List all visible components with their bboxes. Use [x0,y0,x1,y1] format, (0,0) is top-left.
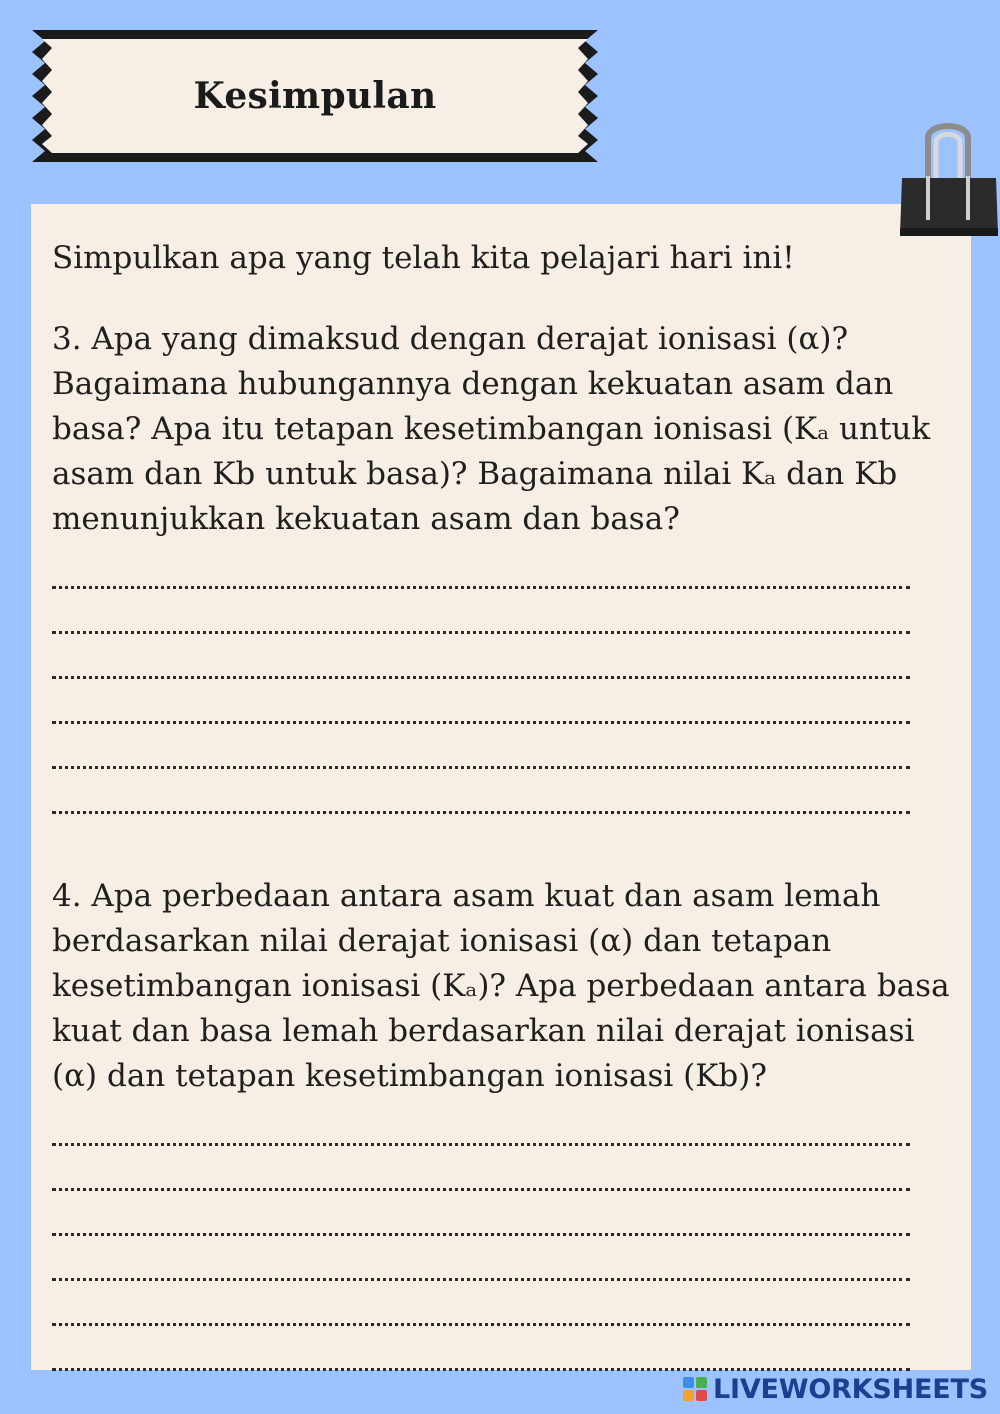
question-3 [52,317,931,542]
answer-line[interactable] [52,589,910,634]
answer-area-3[interactable] [52,544,922,814]
question-3-line: asam dan Kb untuk basa)? Bagaimana nilai Kₐ dan Kb [52,456,898,492]
answer-line[interactable] [52,544,910,589]
question-3-line: Bagaimana hubungannya dengan kekuatan asam dan [52,366,894,402]
answer-line[interactable] [52,1281,910,1326]
answer-line[interactable] [52,634,910,679]
page-title: Kesimpulan [193,75,437,117]
answer-line[interactable] [52,769,910,814]
intro-text: Simpulkan apa yang telah kita pelajari hari ini! [52,240,795,276]
question-4-line: 4. Apa perbedaan antara asam kuat dan asam lemah [52,878,881,914]
question-3-line: 3. Apa yang dimaksud dengan derajat ionisasi (α)? [52,321,849,357]
worksheet-content [52,236,950,1371]
section-gap [52,814,922,874]
binder-clip-icon [898,116,1000,240]
question-3-line: basa? Apa itu tetapan kesetimbangan ionisasi (Kₐ untuk [52,411,931,447]
answer-line[interactable] [52,724,910,769]
question-3-line: menunjukkan kekuatan asam dan basa? [52,501,680,537]
liveworksheets-logo[interactable] [683,1371,988,1407]
answer-line[interactable] [52,1101,910,1146]
liveworksheets-logo-icon [683,1377,707,1401]
question-4-line: berdasarkan nilai derajat ionisasi (α) dan tetapan [52,923,832,959]
question-4-line: (α) dan tetapan kesetimbangan ionisasi (Kb)? [52,1058,767,1094]
answer-area-4[interactable] [52,1101,922,1371]
question-4-line: kesetimbangan ionisasi (Kₐ)? Apa perbedaan antara basa [52,968,950,1004]
answer-line[interactable] [52,1191,910,1236]
answer-line[interactable] [52,1146,910,1191]
question-4-line: kuat dan basa lemah berdasarkan nilai derajat ionisasi [52,1013,915,1049]
answer-line[interactable] [52,1326,910,1371]
question-4 [52,874,950,1099]
answer-line[interactable] [52,679,910,724]
answer-line[interactable] [52,1236,910,1281]
liveworksheets-brand-text: LIVEWORKSHEETS [712,1373,988,1405]
title-banner [32,30,598,162]
